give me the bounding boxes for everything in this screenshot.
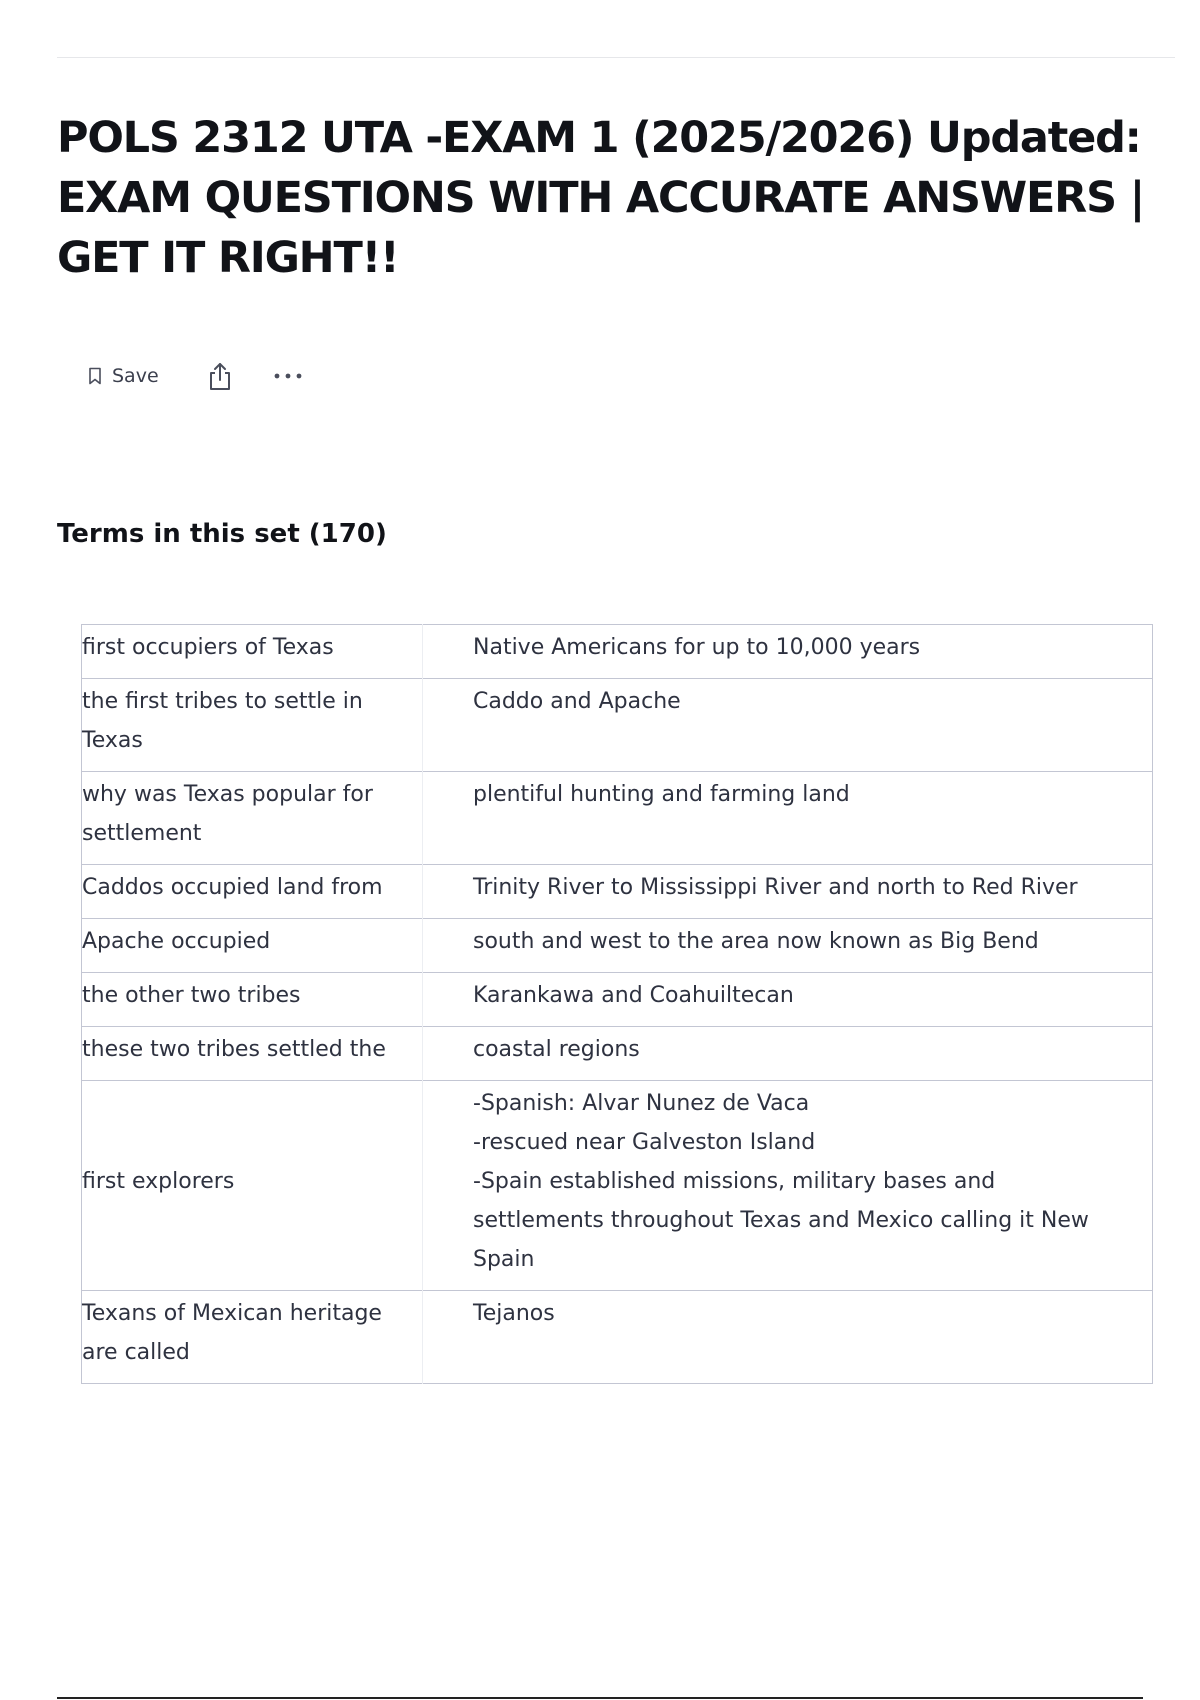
term-cell: Apache occupied [82,919,423,973]
definition-text: Trinity River to Mississippi River and north to Red River [473,875,1078,900]
more-dots-icon [273,372,303,380]
definition-text: plentiful hunting and farming land [473,782,850,807]
term-row [82,865,1153,919]
more-options-button[interactable] [273,372,303,380]
terms-heading: Terms in this set (170) [57,519,387,549]
definition-line: -Spain established missions, military bases and settlements throughout Texas and Mexico calling it New Spain [473,1169,1089,1272]
term-row [82,772,1153,865]
definition-cell [423,1081,1153,1291]
term-row [82,679,1153,772]
share-icon [207,361,233,391]
definition-cell [423,679,1153,772]
term-cell: these two tribes settled the [82,1027,423,1081]
definition-cell [423,919,1153,973]
definition-line: -rescued near Galveston Island [473,1130,816,1155]
definition-text: Caddo and Apache [473,689,681,714]
term-row [82,919,1153,973]
top-divider [57,57,1175,58]
term-row [82,973,1153,1027]
definition-cell [423,1291,1153,1384]
definition-text: Native Americans for up to 10,000 years [473,635,921,660]
definition-cell [423,1027,1153,1081]
page-title: POLS 2312 UTA -EXAM 1 (2025/2026) Updated: EXAM QUESTIONS WITH ACCURATE ANSWERS | GET IT RIGHT!! [57,113,1145,283]
term-row [82,1291,1153,1384]
save-button-label: Save [112,365,159,387]
definition-text: Karankawa and Coahuiltecan [473,983,794,1008]
term-cell: why was Texas popular for settlement [82,772,423,865]
term-cell: Caddos occupied land from [82,865,423,919]
terms-table [81,624,1153,1384]
definition-cell [423,865,1153,919]
term-row [82,1081,1153,1291]
definition-text: south and west to the area now known as Big Bend [473,929,1039,954]
term-cell: the other two tribes [82,973,423,1027]
definition-line: -Spanish: Alvar Nunez de Vaca [473,1091,810,1116]
action-bar [80,358,303,394]
save-button[interactable] [80,365,167,387]
bottom-divider [57,1697,1143,1699]
definition-cell [423,772,1153,865]
term-row [82,1027,1153,1081]
term-cell: first explorers [82,1081,423,1291]
term-cell: Texans of Mexican heritage are called [82,1291,423,1384]
definition-cell [423,625,1153,679]
definition-text: Tejanos [473,1301,555,1326]
bookmark-icon [88,367,102,385]
term-cell: first occupiers of Texas [82,625,423,679]
term-cell: the first tribes to settle in Texas [82,679,423,772]
definition-cell [423,973,1153,1027]
definition-text: coastal regions [473,1037,640,1062]
share-button[interactable] [207,361,233,391]
term-row [82,625,1153,679]
